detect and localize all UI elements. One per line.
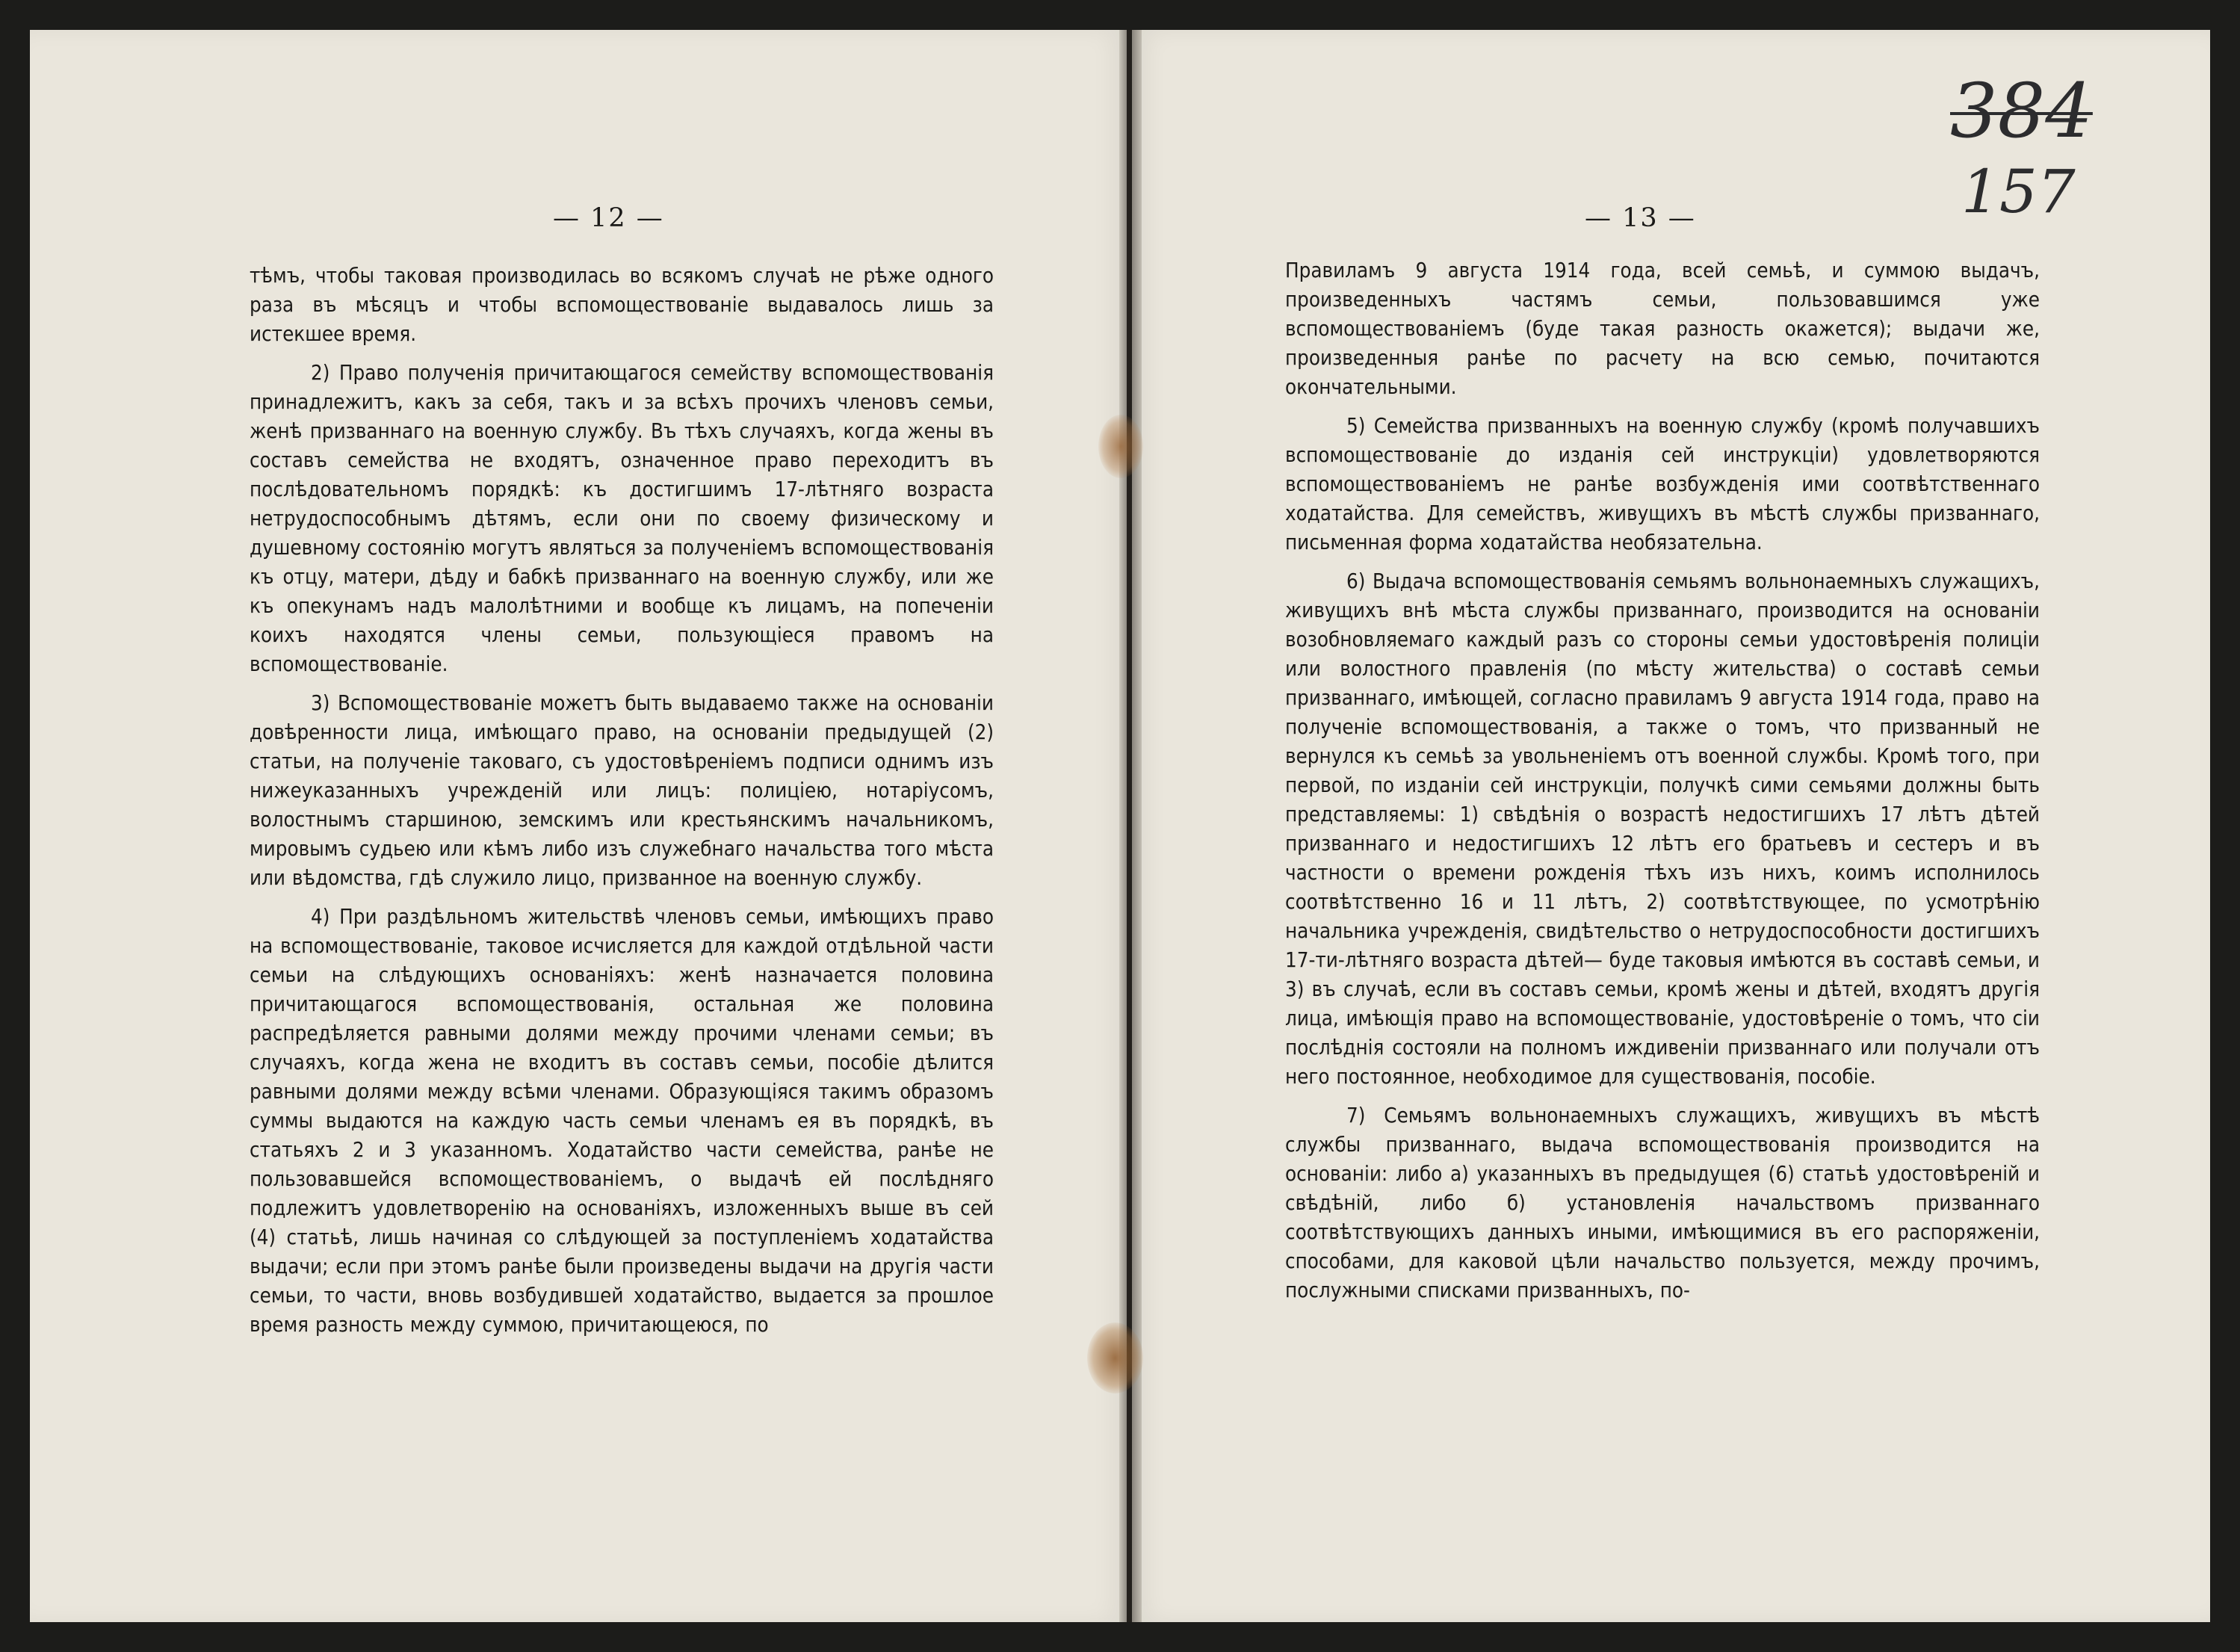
paragraph: 7) Семьямъ вольнонаемныхъ служащихъ, живущихъ въ мѣстѣ службы призваннаго, выдача вспомоществованія производится на основаніи: либо а) указанныхъ въ предыдущея (6) статьѣ удостовѣреній и свѣдѣній, либо б) установленія начальствомъ призваннаго соотвѣтствующихъ данныхъ иными, имѣющимися въ его распоряженіи, способами, для каковой цѣли начальство пользуется, между прочимъ, послужными списками призванныхъ, по- bbox=[1285, 1104, 2040, 1302]
paragraph: Правиламъ 9 августа 1914 года, всей семьѣ, и суммою выдачъ, произведенныхъ частямъ семьи, пользовавшимся уже вспомоществованіемъ (буде такая разность окажется); выдачи же, произведенныя ранѣе по расчету на всю семью, почитаются окончательными. bbox=[1285, 259, 2040, 399]
paragraph: 2) Право полученія причитающагося семейству вспомоществованія принадлежитъ, какъ за себя, такъ и за всѣхъ прочихъ членовъ семьи, женѣ призваннаго на военную службу. Въ тѣхъ случаяхъ, когда жены въ составъ семейства не входятъ, означенное право переходитъ въ послѣдовательномъ порядкѣ: къ достигшимъ 17-лѣтняго возраста нетрудоспособнымъ дѣтямъ, если они по своему физическому и душевному состоянію могутъ являться за полученіемъ вспомоществованія къ отцу, матери, дѣду и бабкѣ призваннаго на военную службу, или же къ опекунамъ надъ малолѣтними и вообще къ лицамъ, на попеченіи коихъ находятся члены семьи, пользующіеся правомъ на вспомоществованіе. bbox=[250, 361, 994, 676]
paragraph: 3) Вспомоществованіе можетъ быть выдаваемо также на основаніи довѣренности лица, имѣющаго право, на основаніи предыдущей (2) статьи, на полученіе таковаго, съ удостовѣреніемъ подписи однимъ изъ нижеуказанныхъ учрежденій или лицъ: полиціею, нотаріусомъ, волостнымъ старшиною, земскимъ или крестьянскимъ начальникомъ, мировымъ судьею или кѣмъ либо изъ служебнаго начальства того мѣста или вѣдомства, гдѣ служило лицо, призванное на военную службу. bbox=[250, 691, 994, 890]
left-page bbox=[30, 30, 1127, 1622]
paragraph: 6) Выдача вспомоществованія семьямъ вольнонаемныхъ служащихъ, живущихъ внѣ мѣста службы призваннаго, производится на основаніи возобновляемаго каждый разъ со стороны семьи удостовѣренія полиціи или волостного правленія (по мѣсту жительства) о составѣ семьи призваннаго, имѣющей, согласно правиламъ 9 августа 1914 года, право на полученіе вспомоществованія, а также о томъ, что призванный не вернулся къ семьѣ за увольненіемъ отъ военной службы. Кромѣ того, при первой, по изданіи сей инструкціи, получкѣ сими семьями должны быть представляемы: 1) свѣдѣнія о возрастѣ недостигшихъ 17 лѣтъ дѣтей призваннаго и недостигшихъ 12 лѣтъ его братьевъ и сестеръ и въ частности о времени рожденія тѣхъ изъ нихъ, коимъ исполнилось соотвѣтственно 16 и 11 лѣтъ, 2) соотвѣтствующее, по усмотрѣнію начальника учрежденія, свидѣтельство о нетрудоспособности достигшихъ 17-ти-лѣтняго возраста дѣтей— буде таковыя имѣются въ составѣ семьи, и 3) въ случаѣ, если въ составъ семьи, кромѣ жены и дѣтей, входятъ другія лица, имѣющія право на вспомоществованіе, удостовѣреніе о томъ, что сіи послѣднія состояли на полномъ иждивеніи призваннаго или получали отъ него постоянное, необходимое для существованія, пособіе. bbox=[1285, 569, 2040, 1089]
rust-stain bbox=[1098, 415, 1143, 478]
page-body bbox=[1285, 256, 2040, 1315]
paragraph: тѣмъ, чтобы таковая производилась во всякомъ случаѣ не рѣже одного раза въ мѣсяцъ и чтобы вспомоществованіе выдавалось лишь за истекшее время. bbox=[250, 264, 994, 346]
page-number: — 12 — bbox=[553, 203, 664, 233]
handwritten-struck-number: 384 bbox=[1950, 67, 2093, 155]
right-page bbox=[1132, 30, 2210, 1622]
rust-stain bbox=[1087, 1322, 1143, 1393]
paragraph: 5) Семейства призванныхъ на военную службу (кромѣ получавшихъ вспомоществованіе до изданія сей инструкціи) удовлетворяются вспомоществованіемъ не ранѣе возбужденія ими соотвѣтственнаго ходатайства. Для семействъ, живущихъ въ мѣстѣ службы призваннаго, письменная форма ходатайства необязательна. bbox=[1285, 414, 2040, 554]
paragraph: 4) При раздѣльномъ жительствѣ членовъ семьи, имѣющихъ право на вспомоществованіе, таковое исчисляется для каждой отдѣльной части семьи на слѣдующихъ основаніяхъ: женѣ назначается половина причитающагося вспомоществованія, остальная же половина распредѣляется равными долями между прочими членами семьи; въ случаяхъ, когда жена не входитъ въ составъ семьи, пособіе дѣлится равными долями между всѣми членами. Образующіяся такимъ образомъ суммы выдаются на каждую часть семьи членамъ ея въ порядкѣ, въ статьяхъ 2 и 3 указанномъ. Ходатайство части семейства, ранѣе не пользовавшейся вспомоществованіемъ, о выдачѣ ей послѣдняго подлежитъ удовлетворенію на основаніяхъ, изложенныхъ выше въ сей (4) статьѣ, лишь начиная со слѣдующей за поступленіемъ ходатайства выдачи; если при этомъ ранѣе были произведены выдачи на другія части семьи, то части, вновь возбудившей ходатайство, выдается за прошлое время разность между суммою, причитающеюся, по bbox=[250, 905, 994, 1337]
page-body bbox=[250, 262, 994, 1349]
page-number: — 13 — bbox=[1585, 203, 1696, 233]
handwritten-folio-number: 157 bbox=[1961, 157, 2076, 226]
